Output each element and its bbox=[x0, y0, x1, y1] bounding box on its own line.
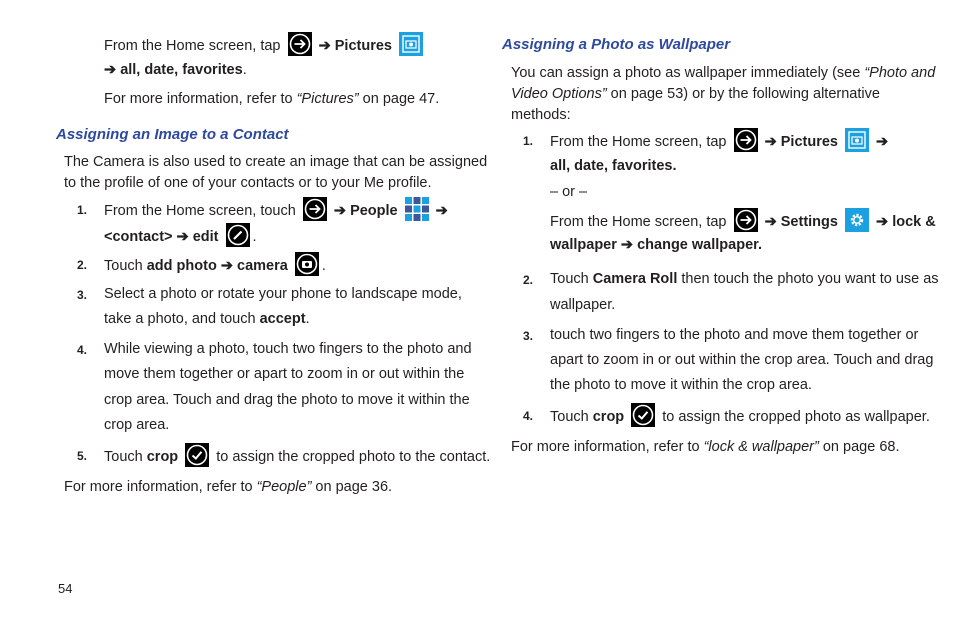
right-step1-alt-l1 bbox=[550, 210, 936, 234]
people-label: People bbox=[350, 202, 398, 219]
arrow-glyph: ➔ bbox=[318, 37, 331, 54]
arrow-glyph: ➔ bbox=[876, 213, 889, 230]
step-number: 3. bbox=[77, 288, 88, 302]
crop-label: crop bbox=[146, 448, 179, 465]
right-step2-l2: wallpaper. bbox=[550, 297, 616, 313]
pictures-tile-icon bbox=[845, 128, 869, 152]
arrow-circle-icon bbox=[303, 197, 327, 221]
step-number: 1. bbox=[523, 134, 534, 148]
pictures-label: Pictures bbox=[334, 37, 392, 54]
ref-link[interactable]: “Photo and bbox=[864, 65, 936, 81]
left-para1-l1: The Camera is also used to create an image that can be assigned bbox=[64, 154, 488, 170]
text: . bbox=[252, 228, 257, 245]
right-step3-l2: apart to zoom in or out within the crop area. Touch and drag bbox=[550, 352, 934, 368]
text: Touch bbox=[550, 271, 593, 287]
edit-label: edit bbox=[192, 228, 219, 245]
pictures-label: Pictures bbox=[780, 133, 838, 150]
pictures-tile-icon bbox=[399, 32, 423, 56]
text: You can assign a photo as wallpaper immediately (see bbox=[511, 65, 865, 81]
left-step5 bbox=[104, 445, 490, 469]
text: For more information, refer to bbox=[511, 439, 704, 455]
text: on page 36. bbox=[311, 479, 393, 495]
settings-label: Settings bbox=[780, 213, 838, 230]
accept-label: accept bbox=[259, 311, 306, 327]
change-wallpaper-label: change wallpaper. bbox=[637, 237, 763, 253]
right-ref bbox=[511, 437, 899, 458]
arrow-glyph: ➔ bbox=[764, 213, 777, 230]
check-icon bbox=[631, 403, 655, 427]
step-number: 5. bbox=[77, 449, 88, 463]
arrow-glyph: ➔ bbox=[435, 202, 448, 219]
ref-link[interactable]: Video Options” bbox=[511, 86, 607, 102]
left-step4-l3: crop area. Touch and drag the photo to move it within the bbox=[104, 392, 470, 408]
text: to assign the cropped photo as wallpaper. bbox=[662, 408, 930, 425]
left-step4-l2: move them together or apart to zoom in or out within the bbox=[104, 366, 465, 382]
right-para-l2 bbox=[511, 84, 880, 105]
page-number: 54 bbox=[58, 581, 73, 596]
edit-icon bbox=[226, 223, 250, 247]
text: on page 47. bbox=[358, 91, 440, 107]
camera-label: camera bbox=[237, 257, 288, 274]
ref-link[interactable]: “Pictures” bbox=[296, 91, 359, 107]
right-step2-l1 bbox=[550, 269, 939, 290]
left-intro-line2 bbox=[104, 60, 247, 81]
ref-link[interactable]: “People” bbox=[256, 479, 312, 495]
check-icon bbox=[185, 443, 209, 467]
left-step4-l1: While viewing a photo, touch two fingers to the photo and bbox=[104, 341, 472, 357]
arrow-circle-icon bbox=[734, 208, 758, 232]
text: on page 53) or by the following alternative bbox=[606, 86, 880, 102]
step-number: 4. bbox=[523, 409, 534, 423]
text: From the Home screen, tap bbox=[104, 37, 281, 54]
text: . bbox=[305, 311, 310, 327]
step-number: 1. bbox=[77, 203, 88, 217]
right-step3-l3: the photo to move it within the crop area. bbox=[550, 377, 812, 393]
left-step3-l2 bbox=[104, 309, 310, 330]
right-step1-l2: all, date, favorites. bbox=[550, 158, 677, 174]
contact-label: <contact> bbox=[104, 228, 173, 245]
left-step3-l1: Select a photo or rotate your phone to landscape mode, bbox=[104, 286, 462, 302]
left-step1-line1 bbox=[104, 199, 448, 223]
wallpaper-label: wallpaper bbox=[550, 237, 617, 253]
lock-label: lock & bbox=[892, 213, 936, 230]
arrow-glyph: ➔ bbox=[104, 62, 117, 78]
right-para-l1 bbox=[511, 63, 935, 84]
camera-roll-label: Camera Roll bbox=[592, 271, 678, 287]
right-step4 bbox=[550, 405, 930, 429]
text: From the Home screen, tap bbox=[550, 133, 727, 150]
left-intro-line1 bbox=[104, 34, 426, 58]
text: From the Home screen, touch bbox=[104, 202, 296, 219]
ref-link[interactable]: “lock & wallpaper” bbox=[703, 439, 819, 455]
step-number: 2. bbox=[523, 273, 534, 287]
arrow-glyph: ➔ bbox=[220, 257, 233, 274]
step-number: 3. bbox=[523, 329, 534, 343]
text: Touch bbox=[104, 448, 147, 465]
right-step1-l1 bbox=[550, 130, 888, 154]
text: take a photo, and touch bbox=[104, 311, 260, 327]
path-text: all, date, favorites bbox=[120, 62, 243, 78]
arrow-circle-icon bbox=[734, 128, 758, 152]
crop-label: crop bbox=[592, 408, 625, 425]
text: on page 68. bbox=[818, 439, 900, 455]
right-step3-l1: touch two fingers to the photo and move them together or bbox=[550, 327, 919, 343]
arrow-circle-icon bbox=[288, 32, 312, 56]
step-number: 2. bbox=[77, 258, 88, 272]
settings-tile-icon bbox=[845, 208, 869, 232]
arrow-glyph: ➔ bbox=[620, 237, 634, 253]
text: Touch bbox=[104, 257, 147, 274]
text: From the Home screen, tap bbox=[550, 213, 727, 230]
arrow-glyph: ➔ bbox=[176, 228, 189, 245]
section-heading-wallpaper: Assigning a Photo as Wallpaper bbox=[502, 36, 731, 53]
arrow-glyph: ➔ bbox=[333, 202, 347, 219]
text: to assign the cropped photo to the contact. bbox=[216, 448, 491, 465]
add-photo-label: add photo bbox=[146, 257, 217, 274]
left-ref bbox=[64, 477, 392, 498]
arrow-glyph: ➔ bbox=[764, 133, 777, 150]
text: Touch bbox=[550, 408, 593, 425]
left-step4-l4: crop area. bbox=[104, 417, 170, 433]
left-para1-l2: to the profile of one of your contacts or to your Me profile. bbox=[64, 175, 432, 191]
step-number: 4. bbox=[77, 343, 88, 357]
left-step1-line2 bbox=[104, 225, 257, 249]
people-tile-icon bbox=[405, 197, 429, 221]
left-step2 bbox=[104, 254, 326, 278]
text: For more information, refer to bbox=[104, 91, 297, 107]
camera-icon bbox=[295, 252, 319, 276]
arrow-glyph: ➔ bbox=[876, 133, 889, 150]
left-intro-ref bbox=[104, 89, 439, 110]
text: . bbox=[242, 62, 247, 78]
right-para-l3: methods: bbox=[511, 107, 571, 123]
section-heading-contact: Assigning an Image to a Contact bbox=[56, 126, 289, 143]
text: For more information, refer to bbox=[64, 479, 257, 495]
or-separator: – or – bbox=[550, 184, 588, 200]
text: . bbox=[321, 257, 326, 274]
right-step1-alt-l2 bbox=[550, 235, 762, 256]
text: then touch the photo you want to use as bbox=[677, 271, 939, 287]
